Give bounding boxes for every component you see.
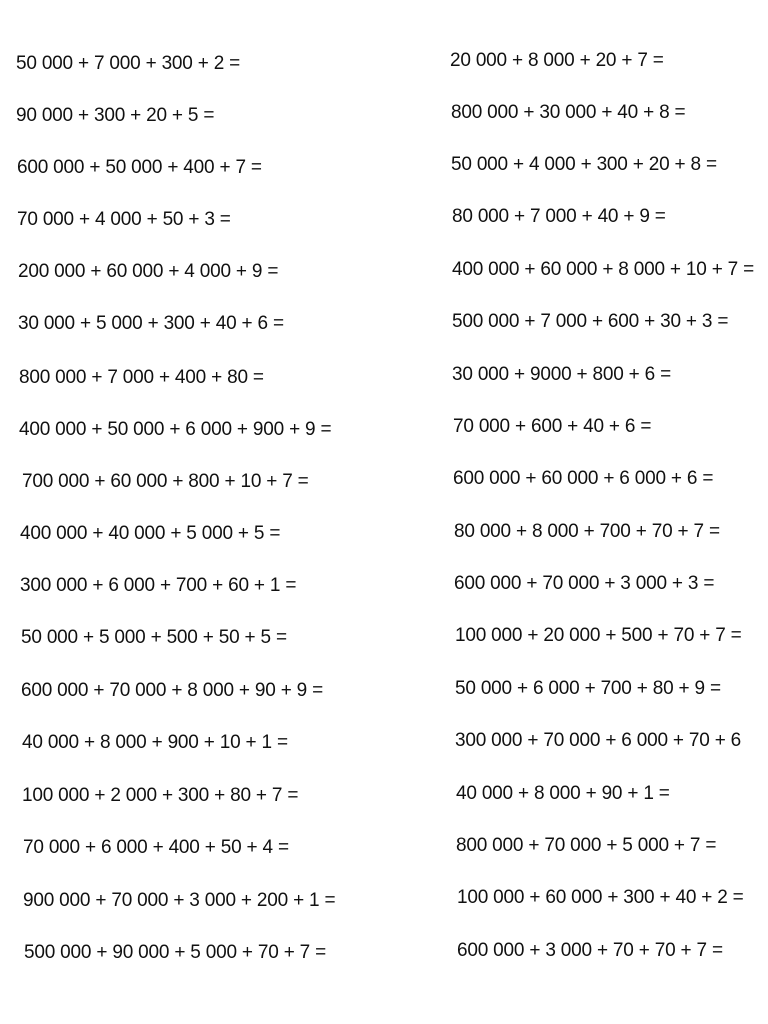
exercise-line: 600 000 + 50 000 + 400 + 7 = (17, 157, 262, 178)
exercise-line: 50 000 + 7 000 + 300 + 2 = (16, 53, 241, 74)
exercise-line: 800 000 + 7 000 + 400 + 80 = (19, 367, 264, 388)
exercise-line: 200 000 + 60 000 + 4 000 + 9 = (18, 261, 279, 282)
exercise-line: 50 000 + 4 000 + 300 + 20 + 8 = (451, 154, 717, 175)
exercise-line: 80 000 + 7 000 + 40 + 9 = (452, 206, 666, 227)
exercise-line: 600 000 + 70 000 + 8 000 + 90 + 9 = (21, 680, 324, 701)
exercise-line: 500 000 + 90 000 + 5 000 + 70 + 7 = (24, 942, 327, 963)
exercise-line: 70 000 + 4 000 + 50 + 3 = (17, 209, 231, 230)
exercise-line: 20 000 + 8 000 + 20 + 7 = (450, 50, 664, 71)
exercise-line: 70 000 + 6 000 + 400 + 50 + 4 = (23, 837, 289, 858)
exercise-line: 800 000 + 70 000 + 5 000 + 7 = (456, 835, 717, 856)
exercise-line: 500 000 + 7 000 + 600 + 30 + 3 = (452, 311, 729, 332)
exercise-line: 100 000 + 20 000 + 500 + 70 + 7 = (455, 625, 742, 646)
exercise-line: 400 000 + 50 000 + 6 000 + 900 + 9 = (19, 419, 332, 440)
exercise-line: 400 000 + 40 000 + 5 000 + 5 = (20, 523, 281, 544)
exercise-line: 90 000 + 300 + 20 + 5 = (16, 105, 215, 126)
exercise-line: 700 000 + 60 000 + 800 + 10 + 7 = (22, 471, 309, 492)
right-exercise-column (430, 0, 768, 1024)
exercise-line: 30 000 + 9000 + 800 + 6 = (452, 364, 671, 385)
exercise-line: 40 000 + 8 000 + 90 + 1 = (456, 783, 670, 804)
exercise-line: 600 000 + 3 000 + 70 + 70 + 7 = (457, 940, 723, 961)
exercise-line: 600 000 + 70 000 + 3 000 + 3 = (454, 573, 715, 594)
exercise-line: 300 000 + 70 000 + 6 000 + 70 + 6 (455, 730, 742, 751)
exercise-line: 40 000 + 8 000 + 900 + 10 + 1 = (22, 732, 288, 753)
exercise-line: 100 000 + 60 000 + 300 + 40 + 2 = (457, 887, 744, 908)
exercise-line: 80 000 + 8 000 + 700 + 70 + 7 = (454, 521, 720, 542)
exercise-line: 900 000 + 70 000 + 3 000 + 200 + 1 = (23, 890, 336, 911)
exercise-line: 70 000 + 600 + 40 + 6 = (453, 416, 652, 437)
exercise-line: 300 000 + 6 000 + 700 + 60 + 1 = (20, 575, 297, 596)
exercise-line: 800 000 + 30 000 + 40 + 8 = (451, 102, 686, 123)
exercise-line: 100 000 + 2 000 + 300 + 80 + 7 = (22, 785, 299, 806)
exercise-line: 30 000 + 5 000 + 300 + 40 + 6 = (18, 313, 284, 334)
exercise-line: 50 000 + 6 000 + 700 + 80 + 9 = (455, 678, 721, 699)
exercise-line: 600 000 + 60 000 + 6 000 + 6 = (453, 468, 714, 489)
exercise-line: 50 000 + 5 000 + 500 + 50 + 5 = (21, 627, 287, 648)
exercise-line: 400 000 + 60 000 + 8 000 + 10 + 7 = (452, 259, 755, 280)
